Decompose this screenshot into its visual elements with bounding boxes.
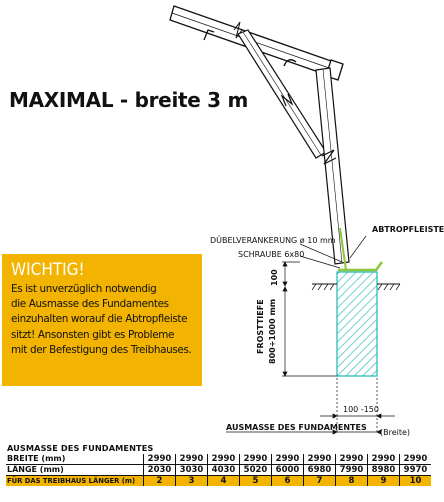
row-label: BREITE (mm) (6, 454, 144, 465)
table-cell: 8980 (368, 465, 400, 476)
warning-line: mit der Befestigung des Treibhauses. (11, 343, 192, 356)
table-cell: 6 (272, 476, 304, 487)
ausmasse-label: AUSMASSE DES FUNDAMENTES (226, 423, 367, 432)
abtropfleiste-label: ABTROPFLEISTE (372, 225, 444, 234)
warning-box (2, 254, 202, 386)
table-row-length-m (6, 476, 431, 487)
row-label: LÄNGE (mm) (6, 465, 144, 476)
table-title: AUSMASSE DES FUNDAMENTES (7, 443, 154, 453)
table-cell: 2990 (144, 454, 176, 465)
table-row-breite (6, 454, 431, 465)
foundation-block (337, 272, 377, 376)
table-cell: 4 (208, 476, 240, 487)
table-cell: 2990 (336, 454, 368, 465)
table-cell: 6980 (304, 465, 336, 476)
table-cell: 2990 (272, 454, 304, 465)
table-cell: 7990 (336, 465, 368, 476)
warning-line: einzuhalten worauf die Abtropfleiste (11, 313, 188, 326)
table-cell: 2030 (144, 465, 176, 476)
side-post (284, 60, 349, 264)
width-range-label: 100 -150 (343, 405, 379, 414)
table-cell: 2990 (176, 454, 208, 465)
warning-text (11, 282, 194, 358)
schraube-label: SCHRAUBE 6x80 (238, 250, 305, 259)
table-cell: 5020 (240, 465, 272, 476)
row-label: FÜR DAS TREIBHAUS LÄNGER (m) (6, 476, 144, 487)
table-cell: 2 (144, 476, 176, 487)
table-cell: 2990 (304, 454, 336, 465)
table-cell: 3 (176, 476, 208, 487)
table-cell: 2990 (240, 454, 272, 465)
table-cell: 2990 (208, 454, 240, 465)
table-cell: 4030 (208, 465, 240, 476)
warning-line: die Ausmasse des Fundamentes (11, 298, 169, 311)
table-cell: 6000 (272, 465, 304, 476)
table-cell: 7 (304, 476, 336, 487)
warning-heading: WICHTIG! (11, 260, 85, 280)
foundation-table (6, 454, 431, 486)
abtropfleiste-leader (350, 236, 366, 258)
table-cell: 2990 (368, 454, 400, 465)
table-cell: 9 (368, 476, 400, 487)
dubel-label: DÜBELVERANKERUNG ø 10 mm (210, 236, 336, 245)
table-row-lange (6, 465, 431, 476)
warning-line: sitzt! Ansonsten gibt es Probleme (11, 328, 175, 341)
page-title: MAXIMAL - breite 3 m (9, 88, 249, 112)
table-cell: 8 (336, 476, 368, 487)
table-cell: 9970 (400, 465, 432, 476)
table-cell: 10 (400, 476, 432, 487)
frosttiefe-label: FROSTTIEFE (256, 299, 265, 354)
table-cell: 3030 (176, 465, 208, 476)
table-cell: 5 (240, 476, 272, 487)
frost-range-label: 800÷1000 mm (268, 298, 277, 364)
table-cell: 2990 (400, 454, 432, 465)
warning-line: Es ist unverzüglich notwendig (11, 283, 157, 295)
breite-note: (Breite) (380, 428, 411, 437)
dim-100-label: 100 (270, 269, 279, 286)
